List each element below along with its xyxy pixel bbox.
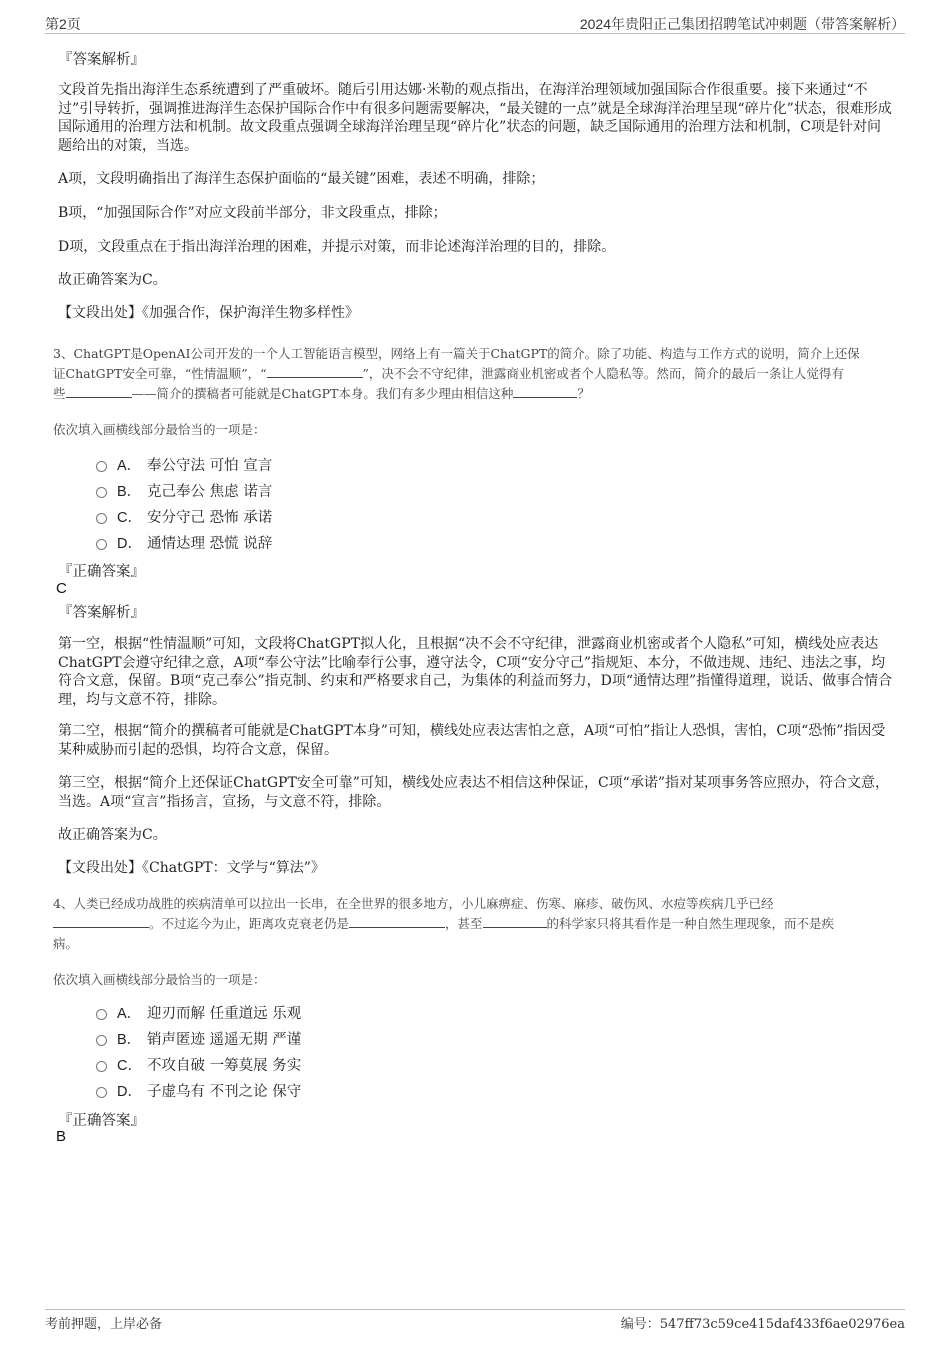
question-4-prompt: 依次填入画横线部分最恰当的一项是： <box>53 972 266 987</box>
question-3-text <box>53 344 895 404</box>
radio-button[interactable] <box>96 513 107 524</box>
question-4-line: 4、人类已经成功战胜的疾病清单可以拉出一长串，在全世界的很多地方，小儿麻痹症、伤寒、麻疹、破伤风、水痘等疾病几乎已经 <box>53 896 774 911</box>
header-divider <box>45 33 905 34</box>
question-3-option-a[interactable]: A． 奉公守法 可怕 宣言 <box>96 454 272 474</box>
analysis-option-a: A项，文段明确指出了海洋生态保护面临的“最关键”困难，表述不明确，排除； <box>58 171 545 187</box>
question-4-option-c[interactable]: C． 不攻自破 一筹莫展 务实 <box>96 1054 301 1074</box>
document-title: 2024年贵阳正己集团招聘笔试冲刺题（带答案解析） <box>579 16 905 32</box>
document-id: 编号：547ff73c59ce415daf433f6ae02976ea <box>620 1317 905 1332</box>
correct-answer-heading: 『正确答案』 <box>58 1113 145 1129</box>
radio-button[interactable] <box>96 1061 107 1072</box>
analysis-conclusion: 故正确答案为C。 <box>58 272 167 288</box>
fill-blank[interactable] <box>53 915 149 928</box>
analysis-heading: 『答案解析』 <box>58 52 145 68</box>
passage-source: 【文段出处】《ChatGPT：文学与“算法”》 <box>58 860 325 876</box>
fill-blank[interactable] <box>349 915 445 928</box>
radio-button[interactable] <box>96 1087 107 1098</box>
footer-divider <box>45 1309 905 1310</box>
analysis-blank-1: 第一空，根据“性情温顺”可知，文段将ChatGPT拟人化，且根据“决不会不守纪律，泄露商业机密或者个人隐私”可知，横线处应表达ChatGPT会遵守纪律之意，A项“奉公守法”比喻奉行公事，遵守法令，C项“安分守己”指规矩、本分，不做违规、违纪、违法之事，均符合文意，保留。B项“克己奉公”指克制、约束和严格要求自己，为集体的利益而努力，D项“通情达理”指懂得道理，说话、做事合情合理，均与文意不符，排除。 <box>58 636 893 708</box>
question-4-line: 。不过迄今为止，距离攻克衰老仍是 ，甚至 的科学家只将其看作是一种自然生理现象，而不是疾 <box>53 914 895 934</box>
radio-button[interactable] <box>96 461 107 472</box>
question-3-line: 证ChatGPT安全可靠，“性情温顺”，“ ”，决不会不守纪律，泄露商业机密或者个人隐私等。然而，简介的最后一条让人觉得有 <box>53 366 844 381</box>
radio-button[interactable] <box>96 539 107 550</box>
analysis-blank-3: 第三空，根据“简介上还保证ChatGPT安全可靠”可知，横线处应表达不相信这种保证，C项“承诺”指对某项事务答应照办，符合文意，当选。A项“宣言”指扬言，宣扬，与文意不符，排除。 <box>58 775 889 810</box>
correct-answer: B <box>56 1128 67 1145</box>
question-4-option-b[interactable]: B． 销声匿迹 遥遥无期 严谨 <box>96 1028 301 1048</box>
analysis-heading: 『答案解析』 <box>58 605 145 621</box>
question-3-line: 3、ChatGPT是OpenAI公司开发的一个人工智能语言模型，网络上有一篇关于ChatGPT的简介。除了功能、构造与工作方式的说明，简介上还保 <box>53 346 860 361</box>
correct-answer-heading: 『正确答案』 <box>58 564 145 580</box>
fill-blank[interactable] <box>66 385 132 398</box>
question-3-option-c[interactable]: C． 安分守己 恐怖 承诺 <box>96 506 272 526</box>
question-3-option-d[interactable]: D． 通情达理 恐慌 说辞 <box>96 532 272 552</box>
question-4-option-d[interactable]: D． 子虚乌有 不刊之论 保守 <box>96 1080 301 1100</box>
question-3-option-b[interactable]: B． 克己奉公 焦虑 诺言 <box>96 480 272 500</box>
radio-button[interactable] <box>96 487 107 498</box>
analysis-conclusion: 故正确答案为C。 <box>58 827 167 843</box>
question-4-text <box>53 894 895 954</box>
analysis-option-b: B项，“加强国际合作”对应文段前半部分，非文段重点，排除； <box>58 205 447 221</box>
analysis-blank-2: 第二空，根据“简介的撰稿者可能就是ChatGPT本身”可知，横线处应表达害怕之意，A项“可怕”指让人恐惧，害怕，C项“恐怖”指因受某种威胁而引起的恐惧，均符合文意，保留。 <box>58 723 886 758</box>
fill-blank[interactable] <box>483 915 547 928</box>
passage-source: 【文段出处】《加强合作，保护海洋生物多样性》 <box>58 305 359 321</box>
analysis-option-d: D项，文段重点在于指出海洋治理的困难，并提示对策，而非论述海洋治理的目的，排除。 <box>58 239 616 255</box>
radio-button[interactable] <box>96 1035 107 1046</box>
question-4-line: 病。 <box>53 936 79 951</box>
question-4-option-a[interactable]: A． 迎刃而解 任重道远 乐观 <box>96 1002 301 1022</box>
question-3-line: 些 ——简介的撰稿者可能就是ChatGPT本身。我们有多少理由相信这种 ？ <box>53 386 590 401</box>
footer-slogan: 考前押题，上岸必备 <box>45 1317 163 1332</box>
page-number: 第2页 <box>45 16 81 32</box>
radio-button[interactable] <box>96 1009 107 1020</box>
question-3-prompt: 依次填入画横线部分最恰当的一项是： <box>53 422 266 437</box>
fill-blank[interactable] <box>267 365 363 378</box>
analysis-paragraph: 文段首先指出海洋生态系统遭到了严重破坏。随后引用达娜·米勒的观点指出，在海洋治理领域加强国际合作很重要。接下来通过“不过”引导转折，强调推进海洋生态保护国际合作中有很多问题需要解决，“最关键的一点”就是全球海洋治理呈现“碎片化”状态，很难形成国际通用的治理方法和机制。故文段重点强调全球海洋治理呈现“碎片化”状态的问题，缺乏国际通用的治理方法和机制，C项是针对问题给出的对策，当选。 <box>58 82 892 154</box>
correct-answer: C <box>56 580 67 597</box>
fill-blank[interactable] <box>513 385 577 398</box>
